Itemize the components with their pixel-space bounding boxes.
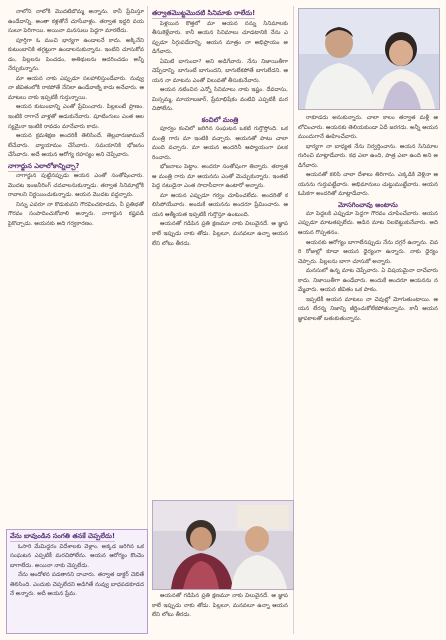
paragraph: భార్యగా నా బాధ్యత నేను నిర్వర్తించాను. ఆయన సినిమాల గురించి మాట్లాడేవారు. కథ ఎలా ఉంది, పాత్ర ఎలా ఉంది అని అడిగేవారు. xyxy=(298,143,438,169)
paragraph: నాగార్జున పుట్టినప్పుడు ఆయన ఎంతో సంతోషించారు. మొదట ఇంజనీరింగ్ చదవాలనుకున్నాడు. తర్వాత సినిమాల్లోకి రావాలని నిర్ణయించుకున్నాడు. ఆయన మొదట వద్దన్నారు. xyxy=(8,173,144,199)
paragraph: ఇప్పటికీ ఆయన మాటలు నా చెవుల్లో మోగుతుంటాయి. ఆయన లేరన్న నిజాన్ని జీర్ణించుకోలేకపోతున్నాను. కానీ ఆయన జ్ఞాపకాలతో బతుకుతున్నాను. xyxy=(298,296,438,322)
article-column-2 xyxy=(152,8,288,528)
paragraph: పూర్వం కంచిలో జరిగిన సంఘటన ఒకటి గుర్తొస్తోంది. ఒక మంత్రి గారు మా ఇంటికి వచ్చారు. ఆయనతో పాటు చాలా మంది వచ్చారు. మా ఆయన అందరినీ ఆప్యాయంగా పలకరించారు. xyxy=(152,126,288,161)
paragraph: మనసులో ఉన్న మాట చెప్పేవారు. ఏ విషయమైనా దాచేవారు కాదు. నిజాయితీగా ఉండేవారు. అందుకే అందరూ ఆయనను నమ్మేవారు. ఆయన జీవితం ఒక పాఠం. xyxy=(298,268,438,294)
article-column-3 xyxy=(298,114,438,634)
paragraph: ఆయనకు ఆరోగ్యం బాగాలేనప్పుడు నేను దగ్గరే ఉన్నాను. చివరి రోజుల్లో కూడా ఆయన ధైర్యంగా ఉన్నారు. నాకు ధైర్యం చెప్పారు. పిల్లలను బాగా చూసుకో అన్నారు. xyxy=(298,239,438,265)
paragraph: నిన్ను ఎవరూ నా కొడుకువని గౌరవించకూడదు, నీ ప్రతిభతో గౌరవం సంపాదించుకోవాలి అన్నారు. నాగార్జున కష్టపడి పైకొచ్చాడు. ఆయనకు అది గర్వకారణం. xyxy=(8,201,144,228)
paragraph: ఆయన క్రమశిక్షణ అందరికీ తెలిసిందే. తెల్లవారుజామునే లేచేవారు. వ్యాయామం చేసేవారు. సమయానికి భోజనం చేసేవారు. అదే ఆయన ఆరోగ్య రహస్యం అని చెప్పేవారు. xyxy=(8,133,144,159)
section-heading: తర్వాతమొట్టమొదటి సినిమాకు రాలేదు! xyxy=(152,9,256,17)
below-photo-text xyxy=(152,592,288,634)
section-heading: వేను బావుండిన సంగతి తనకే చెప్పలేదు! xyxy=(10,532,116,540)
article-column-1 xyxy=(8,8,144,528)
paragraph: పూర్తిగా ఓ మంచి భార్యగా ఉండాలనే కాదు. అక్కినేని కుటుంబానికి తగ్గట్టుగా ఉండాలనుకున్నాను. ఇంటిని చూసుకోవడం, పిల్లలను పెంచడం, అతిథులను ఆదరించడం అన్నీ నేర్చుకున్నాను. xyxy=(8,37,144,73)
paragraph: మా పెద్దలకి ఎప్పుడూ పెద్దగా గౌరవం చూపించేవారు. ఆయన ఎప్పుడూ మాటతప్పలేదు. ఆడిన మాట నిలబెట్టుకునేవారు. అది ఆయన గొప్పతనం. xyxy=(298,210,438,237)
paragraph: ఓసారి మేమిద్దరం విదేశాలకు వెళ్లాం. అక్కడ జరిగిన ఒక సంఘటన ఎప్పటికీ మరచిపోలేను. ఆయన ఆరోగ్యం కొంచెం బాగాలేదు. అయినా నాకు చెప్పలేదు. xyxy=(10,543,144,569)
paragraph: ఏమిటి బాగుందా? అని అడిగేవారు. నేను నిజాయితీగా చెప్పేదాన్ని. బాగుంటే బాగుందని, బాగులేకపోతే బాగులేదని. ఆయన నా మాటను ఎంతో విలువతో తీసుకునేవారు. xyxy=(152,58,288,84)
section-heading: కంచిలో మంత్రి xyxy=(201,116,239,125)
section-heading: మోసగించావు అంటాను xyxy=(338,200,398,209)
paragraph: నాలోని నాలోకి మొదటిబొమ్మ అన్నాను. కానీ ప్రేమిస్తూ ఉండేదాన్ని. అంతా కళ్లతోనే చూసేవాళ్లం. తర్వాత ఇద్దరి వయసులూ పెరిగాయి. అయినా మనసులు పెద్దగా మారలేదు. xyxy=(8,9,144,35)
paragraph: భోజనాలు పెట్టాం. అందరూ సంతోషంగా తిన్నారు. తర్వాత ఆ మంత్రి గారు మా ఆయనను ఎంతో మెచ్చుకున్నారు. ఇంతటి పెద్ద నటుడైనా ఎంత సాదాసీదాగా ఉంటారో అన్నారు. xyxy=(152,164,288,190)
paragraph: రాకూడదు అనుకున్నారు. చాలా కాలం తర్వాత మళ్లీ ఆలోచించారు. ఆయనకు తెలియకుండా ఏదీ జరగదు. అన్నీ ఆయన ముందుగానే ఊహించేవారు. xyxy=(298,115,438,141)
paragraph: మా ఆయన ఎప్పుడూ గర్వం చూపించలేదు. అందరితో కలిసిపోయేవారు. అందుకే ఆయనను అందరూ ప్రేమించారు. ఆయన ఆత్మీయత ఇప్పటికీ గుర్తొస్తూ ఉంటుంది. xyxy=(152,192,288,218)
paragraph: ఆయనతో గడిపిన ప్రతి క్షణమూ నాకు విలువైనదే. ఆ జ్ఞాపకాలే ఇప్పుడు నాకు తోడు. పిల్లలూ, మనవలూ ఉన్నా ఆయన లేని లోటు తీరదు. xyxy=(152,221,288,247)
paragraph: నేను ఆందోళన పడతానని దాచారు. తర్వాత డాక్టర్ చెబితే తెలిసింది. ఎందుకు చెప్పలేదని అడిగితే నువ్వు బాధపడకూడదనే అన్నారు. అదీ ఆయన ప్రేమ. xyxy=(10,572,144,598)
paragraph: పెళ్లయిన కొత్తలో మా ఆయన నన్ను సినిమాలకు తీసుకెళ్లేవారు. కానీ ఆయన సినిమాలు చూడటానికి నేను ఎప్పుడూ సిగ్గుపడేదాన్ని. ఆయన మాత్రం నా అభిప్రాయం అడిగేవారు. xyxy=(152,20,288,56)
section-heading: నాగార్జున ఎలాలోకాన్నిచ్చా? xyxy=(8,161,80,170)
paragraph: ఆయన కుటుంబాన్ని ఎంతో ప్రేమించారు. పిల్లలంటే ప్రాణం. ఇంటికి రాగానే వాళ్లతో ఆడుకునేవారు. షూటింగులు ఎంత ఆలస్యమైనా ఇంటికి రావడం మానేవారు కాదు. xyxy=(8,104,144,130)
couple-photo-top xyxy=(298,8,440,110)
paragraph: ఆయనతో గడిపిన ప్రతి క్షణమూ నాకు విలువైనదే. ఆ జ్ఞాపకాలే ఇప్పుడు నాకు తోడు. పిల్లలూ, మనవలూ ఉన్నా ఆయన లేని లోటు తీరదు. xyxy=(152,593,288,619)
paragraph: ఆయనతో కలిసి చాలా దేశాలు తిరిగాను. ఎక్కడికి వెళ్లినా ఆయనను గుర్తుపట్టేవారు. అభిమానులు చుట్టుముట్టేవారు. ఆయన ఓపికగా అందరితో మాట్లాడేవారు. xyxy=(298,172,438,198)
boxed-section-text xyxy=(10,531,144,630)
paragraph: మా ఆయన నాకు ఎప్పుడూ సలహాలిస్తుండేవారు. నువ్వు నా జీవితంలోకి రాకపోతే నేనిలా ఉండేవాణ్ని కాదు అనేవారు. ఆ మాటలు నాకు ఇప్పటికీ గుర్తున్నాయి. xyxy=(8,75,144,101)
paragraph: ఆయన నటించిన ఎన్నో సినిమాలు నాకు ఇష్టం. దేవదాసు, మిస్సమ్మ, మాయాబజార్, ప్రేమాభిషేకం వంటివి ఎప్పటికీ మరచిపోలేను. xyxy=(152,87,288,113)
couple-photo-bottom xyxy=(152,500,294,590)
